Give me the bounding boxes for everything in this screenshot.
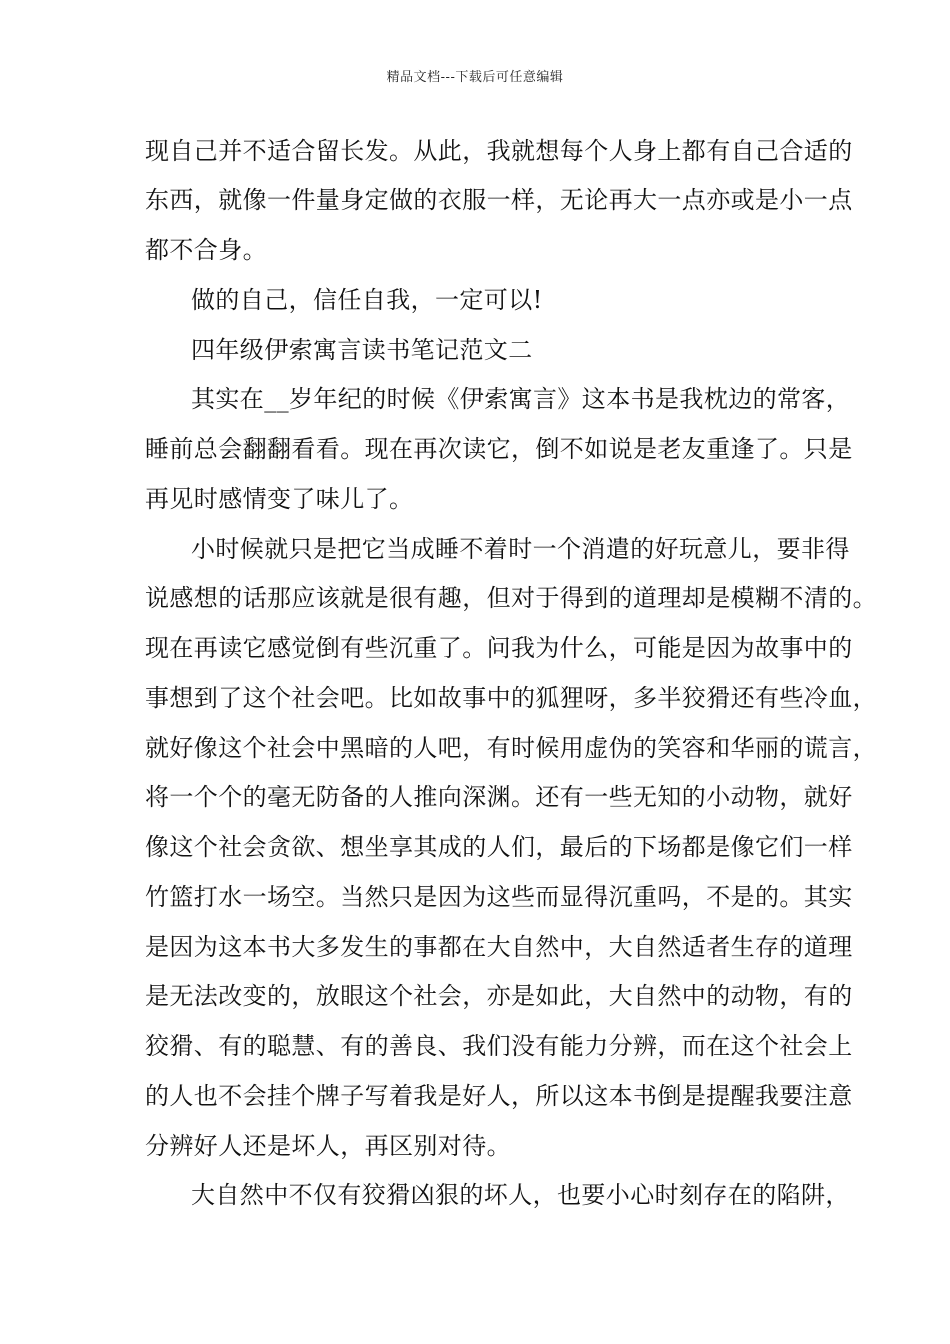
text-line: 现自己并不适合留长发。从此，我就想每个人身上都有自己合适的 bbox=[145, 137, 853, 165]
text-line: 狡猾、有的聪慧、有的善良、我们没有能力分辨，而在这个社会上 bbox=[145, 1032, 853, 1060]
text-line: 都不合身。 bbox=[145, 236, 267, 264]
text-line: 是因为这本书大多发生的事都在大自然中，大自然适者生存的道理 bbox=[145, 933, 853, 961]
text-line: 东西，就像一件量身定做的衣服一样，无论再大一点亦或是小一点 bbox=[145, 186, 853, 214]
text-line: 就好像这个社会中黑暗的人吧，有时候用虚伪的笑容和华丽的谎言， bbox=[145, 734, 877, 762]
text-line: 睡前总会翻翻看看。现在再次读它，倒不如说是老友重逢了。只是 bbox=[145, 435, 853, 463]
text-line: 说感想的话那应该就是很有趣，但对于得到的道理却是模糊不清的。 bbox=[145, 584, 877, 612]
section-title: 四年级伊索寓言读书笔记范文二 bbox=[191, 336, 533, 364]
text-line: 的人也不会挂个牌子写着我是好人，所以这本书倒是提醒我要注意 bbox=[145, 1082, 853, 1110]
text-line: 事想到了这个社会吧。比如故事中的狐狸呀，多半狡猾还有些冷血， bbox=[145, 684, 877, 712]
text-line: 竹篮打水一场空。当然只是因为这些而显得沉重吗，不是的。其实 bbox=[145, 883, 853, 911]
text-line: 做的自己，信任自我，一定可以! bbox=[191, 286, 543, 314]
text-line: 是无法改变的，放眼这个社会，亦是如此，大自然中的动物，有的 bbox=[145, 982, 853, 1010]
page-header: 精品文档---下载后可任意编辑 bbox=[386, 70, 564, 85]
text-line: 像这个社会贪欲、想坐享其成的人们，最后的下场都是像它们一样 bbox=[145, 833, 853, 861]
text-line: 大自然中不仅有狡猾凶狠的坏人，也要小心时刻存在的陷阱， bbox=[191, 1181, 850, 1209]
text-line: 其实在__岁年纪的时候《伊索寓言》这本书是我枕边的常客， bbox=[191, 385, 851, 413]
text-line: 再见时感情变了味儿了。 bbox=[145, 485, 414, 513]
text-line: 现在再读它感觉倒有些沉重了。问我为什么，可能是因为故事中的 bbox=[145, 634, 853, 662]
text-line: 分辨好人还是坏人，再区别对待。 bbox=[145, 1132, 511, 1160]
text-line: 小时候就只是把它当成睡不着时一个消遣的好玩意儿，要非得 bbox=[191, 535, 850, 563]
text-line: 将一个个的毫无防备的人推向深渊。还有一些无知的小动物，就好 bbox=[145, 783, 853, 811]
